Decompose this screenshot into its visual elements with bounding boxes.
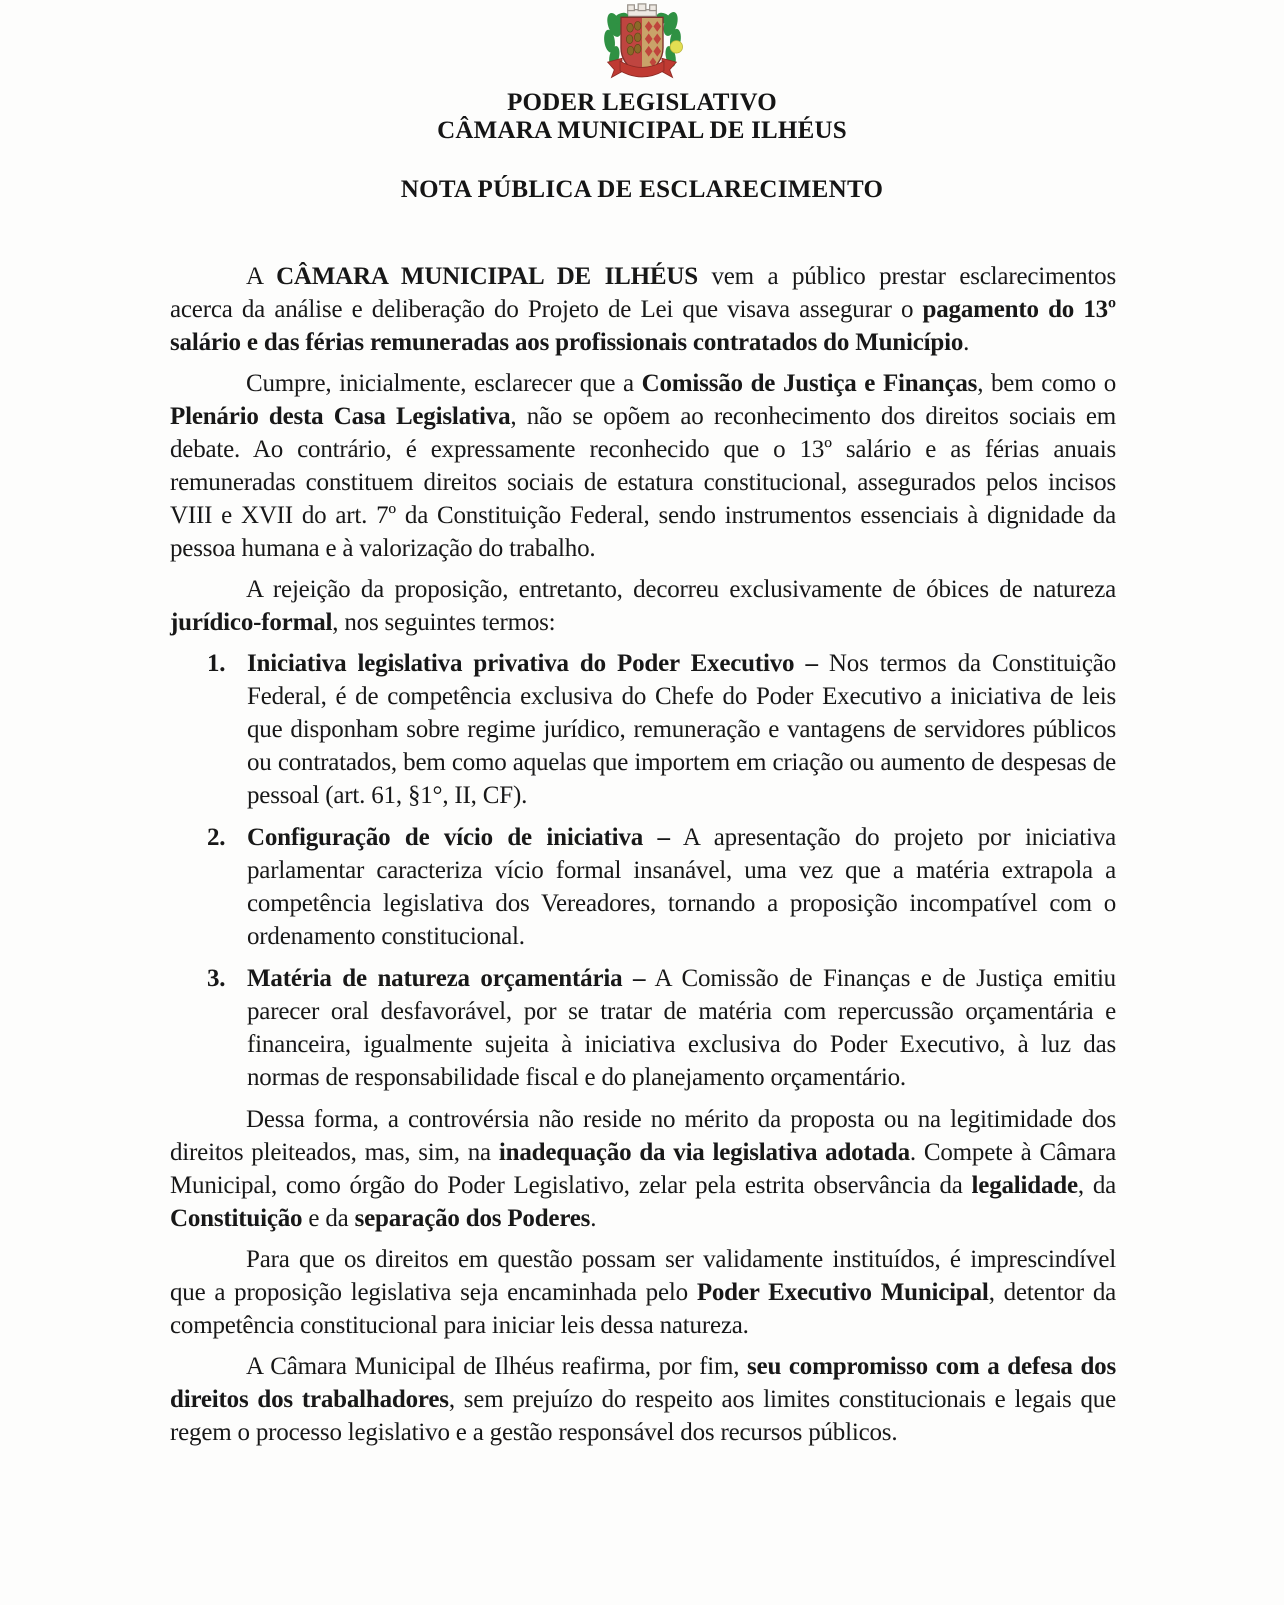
- paragraph: Para que os direitos em questão possam ser validamente instituídos, é imprescindível que a proposição legislativa seja encaminhada pelo Poder Executivo Municipal, detentor da competência constitucional para iniciar leis dessa natureza.: [170, 1246, 1117, 1339]
- org-name-line1: PODER LEGISLATIVO: [507, 89, 777, 116]
- fruit-icon: [670, 41, 682, 53]
- crown-icon: [628, 4, 657, 16]
- paragraph: Cumpre, inicialmente, esclarecer que a Comissão de Justiça e Finanças, bem como o Plenário desta Casa Legislativa, não se opõem ao reconhecimento dos direitos sociais em debate. Ao contrário, é expressamente reconhecido que o 13º salário e as férias anuais remuneradas constituem direitos sociais de estatura constitucional, assegurados pelos incisos VIII e XVII do art. 7º da Constituição Federal, sendo instrumentos essenciais à dignidade da pessoa humana e à valorização do trabalho.: [170, 370, 1116, 562]
- list-item-number: 2.: [207, 824, 226, 851]
- list-item: [170, 821, 1116, 953]
- org-name-line2: CÂMARA MUNICIPAL DE ILHÉUS: [437, 117, 847, 144]
- list-item-text: Configuração de vício de iniciativa – A apresentação do projeto por iniciativa parlamentar caracteriza vício formal insanável, uma vez que a matéria extrapola a competência legislativa dos Vereadores, tornando a proposição incompatível com o ordenamento constitucional.: [247, 824, 1116, 950]
- paragraph: Dessa forma, a controvérsia não reside no mérito da proposta ou na legitimidade dos direitos pleiteados, mas, sim, na inadequação da via legislativa adotada. Compete à Câmara Municipal, como órgão do Poder Legislativo, zelar pela estrita observância da legalidade, da Constituição e da separação dos Poderes.: [170, 1106, 1117, 1232]
- list-item-number: 3.: [207, 965, 226, 992]
- list-item: [170, 962, 1116, 1094]
- paragraph: A CÂMARA MUNICIPAL DE ILHÉUS vem a público prestar esclarecimentos acerca da análise e deliberação do Projeto de Lei que visava assegurar o pagamento do 13º salário e das férias remuneradas aos profissionais contratados do Município.: [170, 263, 1117, 356]
- paragraph: A Câmara Municipal de Ilhéus reafirma, por fim, seu compromisso com a defesa dos direitos dos trabalhadores, sem prejuízo do respeito aos limites constitucionais e legais que regem o processo legislativo e a gestão responsável dos recursos públicos.: [170, 1353, 1117, 1446]
- document-title: NOTA PÚBLICA DE ESCLARECIMENTO: [400, 176, 884, 203]
- municipal-coat-of-arms-icon: [582, 2, 702, 86]
- document-header: [0, 0, 1284, 204]
- list-item-text: Matéria de natureza orçamentária – A Comissão de Finanças e de Justiça emitiu parecer oral desfavorável, por se tratar de matéria com repercussão orçamentária e financeira, igualmente sujeita à iniciativa exclusiva do Poder Executivo, à luz das normas de responsabilidade fiscal e do planejamento orçamentário.: [247, 965, 1116, 1091]
- document-body: [170, 260, 1116, 1449]
- list-item-number: 1.: [207, 650, 226, 677]
- list-item: [170, 647, 1116, 812]
- list-item-text: Iniciativa legislativa privativa do Poder Executivo – Nos termos da Constituição Federal, é de competência exclusiva do Chefe do Poder Executivo a iniciativa de leis que disponham sobre regime jurídico, remuneração e vantagens de servidores públicos ou contratados, bem como aquelas que importem em criação ou aumento de despesas de pessoal (art. 61, §1°, II, CF).: [247, 650, 1116, 809]
- paragraph: A rejeição da proposição, entretanto, decorreu exclusivamente de óbices de natureza jurídico-formal, nos seguintes termos:: [170, 576, 1116, 636]
